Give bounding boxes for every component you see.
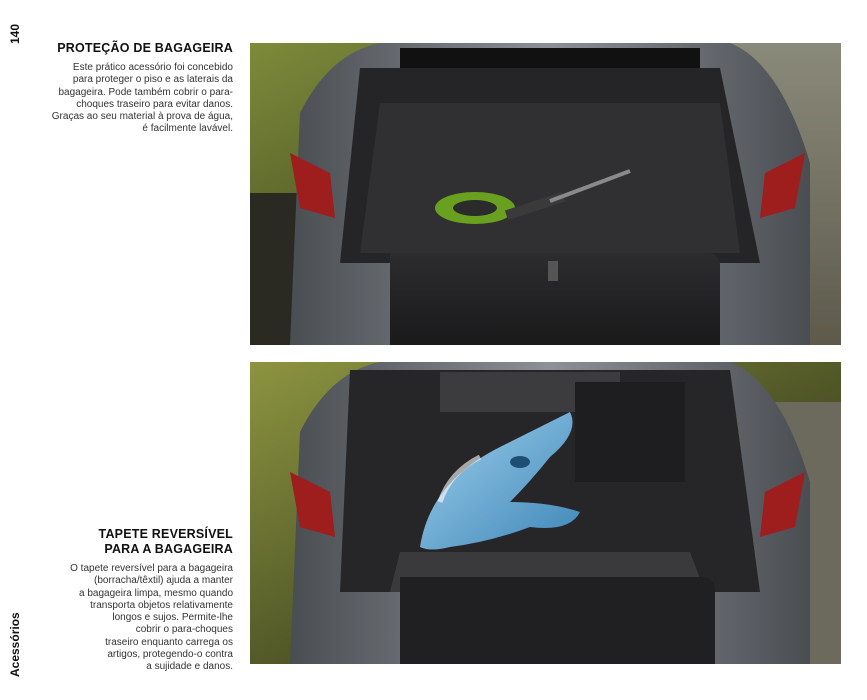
body-line: (borracha/têxtil) ajuda a manter bbox=[94, 575, 233, 587]
body-line: a bagageira limpa, mesmo quando bbox=[79, 587, 233, 599]
section-label: Acessórios bbox=[8, 612, 22, 677]
body-line: cobrir o para-choques bbox=[135, 624, 233, 636]
section-protecao-bagageira bbox=[52, 41, 233, 136]
body-line: artigos, protegendo-o contra bbox=[107, 649, 233, 661]
section-body bbox=[52, 62, 233, 136]
body-line: a sujidade e danos. bbox=[146, 661, 233, 673]
body-line: Este prático acessório foi concebido bbox=[72, 62, 233, 73]
title-line: PROTEÇÃO DE BAGAGEIRA bbox=[57, 41, 233, 55]
section-body bbox=[70, 563, 233, 674]
body-line: choques traseiro para evitar danos. bbox=[76, 98, 233, 110]
reversible-mat-photo bbox=[250, 362, 841, 664]
title-line: TAPETE REVERSÍVEL bbox=[98, 527, 233, 541]
trunk-liner-photo bbox=[250, 43, 841, 345]
body-line: bagageira. Pode também cobrir o para- bbox=[58, 86, 233, 98]
section-tapete-reversivel bbox=[70, 527, 233, 674]
body-line: O tapete reversível para a bagageira bbox=[70, 563, 233, 574]
title-line: PARA A BAGAGEIRA bbox=[104, 542, 233, 556]
body-line: traseiro enquanto carrega os bbox=[105, 636, 233, 648]
body-line: longos e sujos. Permite-lhe bbox=[112, 612, 233, 624]
body-line: é facilmente lavável. bbox=[142, 123, 233, 135]
body-line: transporta objetos relativamente bbox=[90, 599, 233, 611]
section-title bbox=[70, 527, 233, 557]
body-line: Graças ao seu material à prova de água, bbox=[51, 111, 233, 123]
body-line: para proteger o piso e as laterais da bbox=[72, 74, 233, 86]
page-number: 140 bbox=[8, 23, 22, 44]
section-title bbox=[52, 41, 233, 56]
